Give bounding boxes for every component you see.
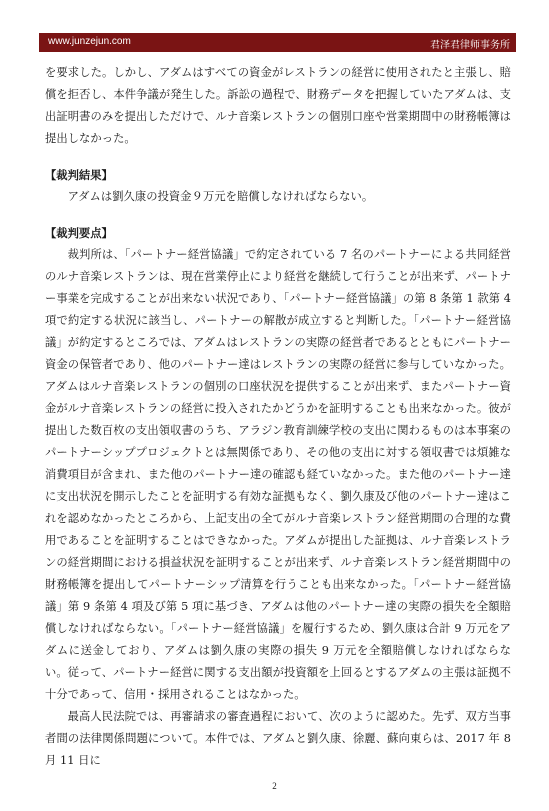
points-paragraph-2: 最高人民法院では、再審請求の審査過程において、次のように認めた。先ず、双方当事者間の法律関係問題について。本件では、アダムと劉久康、徐麗、蘇向東らは、2017 年 8 月 11 日に (45, 710, 511, 767)
points-paragraph-1: 裁判所は、「パートナー経営協議」で約定されている 7 名のパートナーによる共同経営のルナ音楽レストランは、現在営業停止により経営を継続して行うことが出来ず、パートナー事業を完成することが出来ない状況であり、「パートナー経営協議」の第 8 条第 1 款第 4 項で約定する状況に該当し、パートナーの解散が成立すると判断した。「パートナー経営協議」が約定するところでは、アダムはレストランの実際の経営者であるとともにパートナー資金の保管者であり、他のパートナー達はレストランの実際の経営に参与していなかった。アダムはルナ音楽レストランの個別の口座状況を提供することが出来ず、またパートナー資金がルナ音楽レストランの経営に投入されたかどうかを証明することも出来なかった。彼が提出した数百枚の支出領収書のうち、アラジン教育訓練学校の支出に関わるものは本事案のパートナーシッププロジェクトとは無関係であり、その他の支出に対する領収書では煩雑な消費項目が含まれ、また他のパートナー達の確認も経ていなかった。また他のパートナー達に支出状況を開示したことを証明する有効な証拠もなく、劉久康及び他のパートナー達はこれを認めなかったところから、上記支出の全てがルナ音楽レストラン経営期間の合理的な費用であることを証明することはできなかった。アダムが提出した証拠は、ルナ音楽レストランの経営期間における損益状況を証明することが出来ず、ルナ音楽レストラン経営期間中の財務帳簿を提出してパートナーシップ清算を行うことも出来なかった。「パートナー経営協議」第 9 条第 4 項及び第 5 項に基づき、アダムは他のパートナー達の実際の損失を全額賠償しなければならない。「パートナー経営協議」を履行するため、劉久康は合計 9 万元をアダムに送金しており、アダムは劉久康の実際の損失 9 万元を全額賠償しなければならない。従って、パートナー経営に関する支出額が投資額を上回るとするアダムの主張は証拠不十分であって、信用・採用されることはなかった。 (45, 248, 511, 701)
points-heading: 【裁判要点】 (45, 226, 113, 240)
intro-paragraph: を要求した。しかし、アダムはすべての資金がレストランの経営に使用されたと主張し、賠償を拒否し、本件争議が発生した。訴訟の過程で、財務データを把握していたアダムは、支出証明書のみを提出しただけで、ルナ音楽レストランの個別口座や営業期間中の財務帳簿は提出しなかった。 (45, 66, 511, 145)
document-body (45, 62, 511, 772)
page-number: 2 (272, 781, 277, 791)
judgment-text: アダムは劉久康の投資金９万元を賠償しなければならない。 (67, 190, 374, 203)
website-url[interactable]: www.junzejun.com (48, 36, 131, 47)
header-bar (39, 33, 516, 52)
judgment-heading: 【裁判結果】 (45, 168, 113, 182)
firm-name: 君泽君律师事务所 (430, 40, 510, 51)
